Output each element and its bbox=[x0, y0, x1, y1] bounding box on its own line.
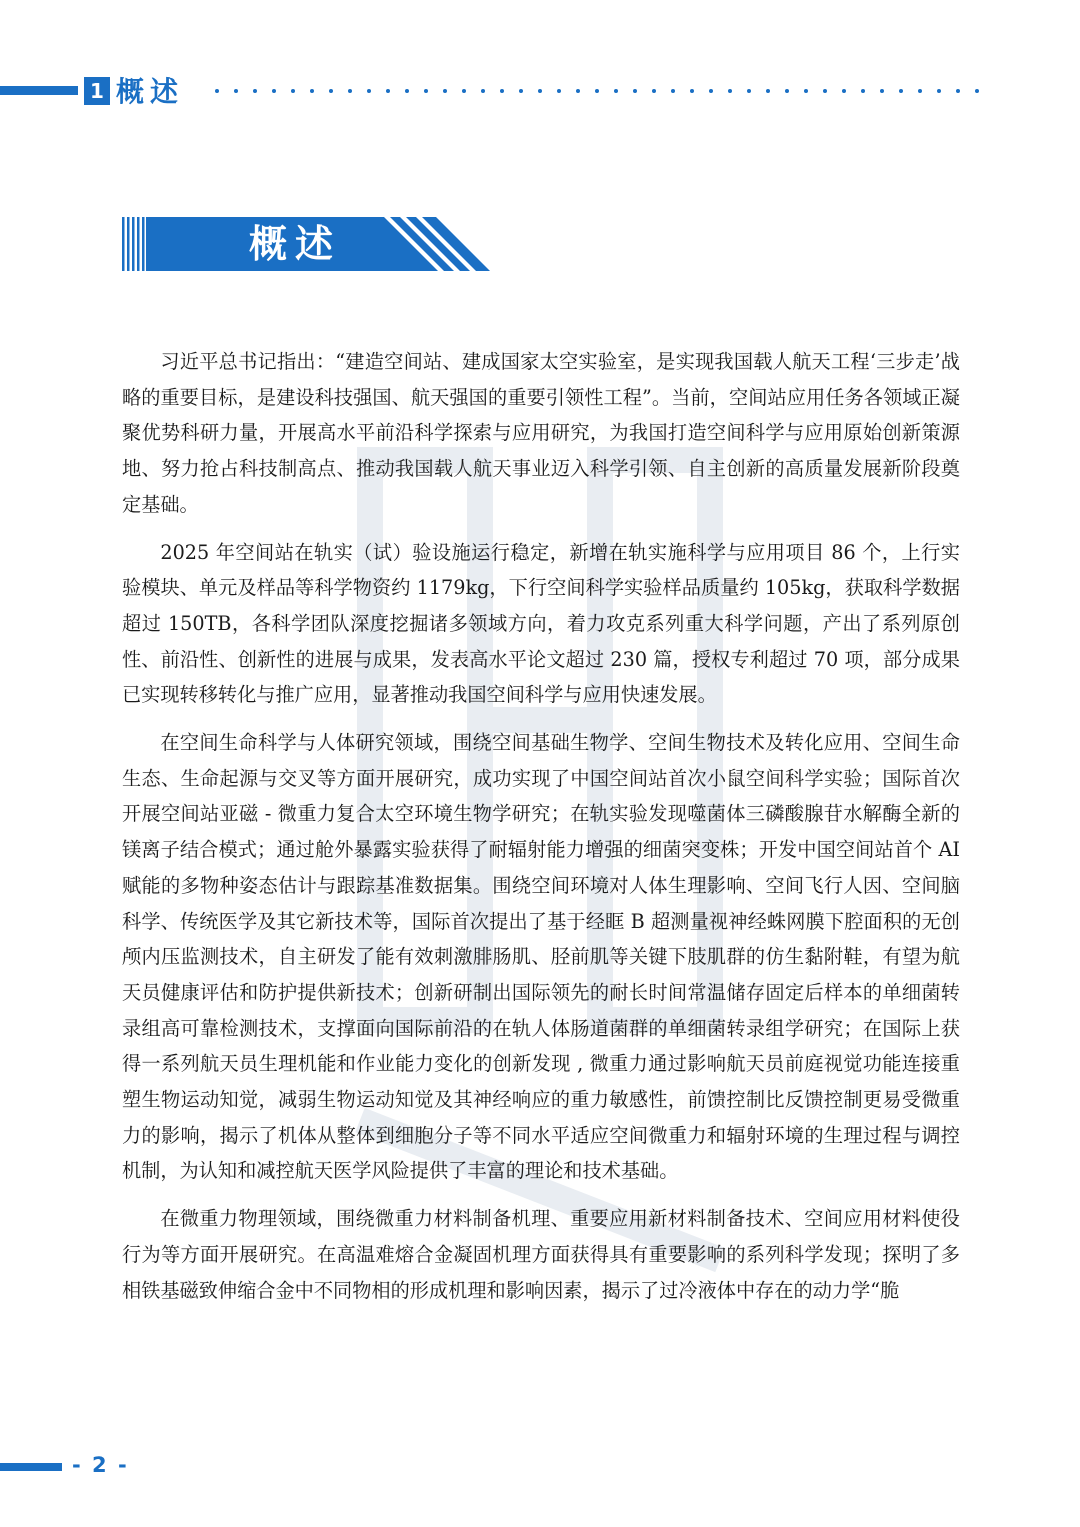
header-dotted-rule bbox=[214, 88, 982, 94]
paragraph-intro: 习近平总书记指出：“建造空间站、建成国家太空实验室，是实现我国载人航天工程‘三步走’战略的重要目标，是建设科技强国、航天强国的重要引领性工程”。当前，空间站应用任务各领域正凝聚优势科研力量，开展高水平前沿科学探索与应用研究，为我国打造空间科学与应用原始创新策源地、努力抢占科技制高点、推动我国载人航天事业迈入科学引领、自主创新的高质量发展新阶段奠定基础。 bbox=[122, 350, 960, 516]
paragraph-microgravity: 在微重力物理领域，围绕微重力材料制备机理、重要应用新材料制备技术、空间应用材料使役行为等方面开展研究。在高温难熔合金凝固机理方面获得具有重要影响的系列科学发现；探明了多相铁基磁致伸缩合金中不同物相的形成机理和影响因素，揭示了过冷液体中存在的动力学“脆 bbox=[122, 1207, 960, 1302]
header-accent-bar bbox=[0, 86, 78, 95]
section-number-badge: 1 bbox=[84, 77, 110, 105]
body-text bbox=[122, 344, 960, 1320]
chapter-banner bbox=[122, 217, 492, 271]
paragraph-life-science: 在空间生命科学与人体研究领域，围绕空间基础生物学、空间生物技术及转化应用、空间生命生态、生命起源与交叉等方面开展研究，成功实现了中国空间站首次小鼠空间科学实验；国际首次开展空间站亚磁 - 微重力复合太空环境生物学研究；在轨实验发现噬菌体三磷酸腺苷水解酶全新的镁离子结合模式；通过舱外暴露实验获得了耐辐射能力增强的细菌突变株；开发中国空间站首个 AI 赋能的多物种姿态估计与跟踪基准数据集。围绕空间环境对人体生理影响、空间飞行人因、空间脑科学、传统医学及其它新技术等，国际首次提出了基于经眶 B 超测量视神经蛛网膜下腔面积的无创颅内压监测技术，自主研发了能有效刺激腓肠肌、胫前肌等关键下肢肌群的仿生黏附鞋，有望为航天员健康评估和防护提供新技术；创新研制出国际领先的耐长时间常温储存固定后样本的单细菌转录组高可靠检测技术，支撑面向国际前沿的在轨人体肠道菌群的单细菌转录组学研究；在国际上获得一系列航天员生理机能和作业能力变化的创新发现 , 微重力通过影响航天员前庭视觉功能连接重塑生物运动知觉，减弱生物运动知觉及其神经响应的重力敏感性，前馈控制比反馈控制更易受微重力的影响，揭示了机体从整体到细胞分子等不同水平适应空间微重力和辐射环境的生理过程与调控机制，为认知和减控航天医学风险提供了丰富的理论和技术基础。 bbox=[122, 731, 960, 1183]
footer-accent-bar bbox=[0, 1463, 62, 1471]
banner-title: 概述 bbox=[248, 222, 341, 266]
page-number: - 2 - bbox=[72, 1453, 129, 1477]
paragraph-2025-summary: 2025 年空间站在轨实（试）验设施运行稳定，新增在轨实施科学与应用项目 86 个，上行实验模块、单元及样品等科学物资约 1179kg，下行空间科学实验样品质量约 105kg，获取科学数据超过 150TB，各科学团队深度挖掘诸多领域方向，着力攻克系列重大科学问题，产出了系列原创性、前沿性、创新性的进展与成果，发表高水平论文超过 230 篇，授权专利超过 70 项，部分成果已实现转移转化与推广应用，显著推动我国空间科学与应用快速发展。 bbox=[122, 540, 960, 707]
section-title: 概述 bbox=[116, 75, 185, 108]
